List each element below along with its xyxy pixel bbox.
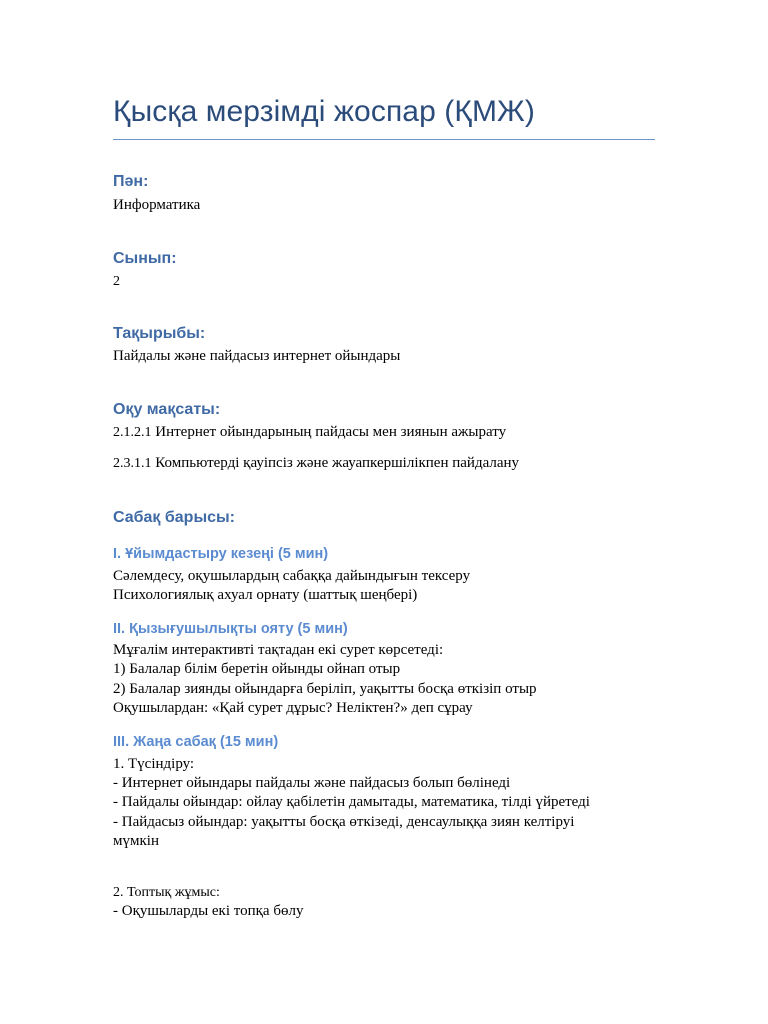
stage-2-line: Мұғалім интерактивті тақтадан екі сурет көрсетеді:: [113, 642, 444, 658]
objective-item: [113, 423, 506, 442]
objective-text: Интернет ойындарының пайдасы мен зиянын ажырату: [155, 424, 507, 440]
stage-3-line: - Пайдасыз ойындар: уақытты босқа өткізеді, денсаулыққа зиян келтіруі: [113, 814, 575, 830]
subject-value: Информатика: [113, 197, 201, 213]
stage-3-line: - Интернет ойындары пайдалы және пайдасыз болып бөлінеді: [113, 775, 511, 791]
stage-2-line: Оқушылардан: «Қай сурет дұрыс? Неліктен?» деп сұрау: [113, 700, 473, 716]
title-underline: [113, 139, 655, 140]
grade-value: 2: [113, 274, 120, 289]
objectives-heading: Оқу мақсаты:: [113, 401, 221, 418]
topic-heading: Тақырыбы:: [113, 325, 206, 342]
stage-1-title: I. Ұйымдастыру кезеңі (5 мин): [113, 546, 329, 562]
objective-text: Компьютерді қауіпсіз және жауапкершілікпен пайдалану: [155, 455, 520, 471]
subject-heading: Пән:: [113, 173, 149, 190]
stage-2-line: 2) Балалар зиянды ойындарға беріліп, уақытты босқа өткізіп отыр: [113, 681, 537, 697]
stage-1-line: Психологиялық ахуал орнату (шаттық шеңбері): [113, 587, 418, 603]
stage-3-line: мүмкін: [113, 833, 159, 849]
stage-3-title: III. Жаңа сабақ (15 мин): [113, 734, 279, 750]
document-title: Қысқа мерзімді жоспар (ҚМЖ): [113, 95, 535, 128]
objective-code: 2.1.2.1: [113, 425, 152, 440]
grade-heading: Сынып:: [113, 250, 177, 267]
stage-3-line: 2. Топтық жұмыс:: [113, 885, 220, 900]
stage-2-title: II. Қызығушылықты ояту (5 мин): [113, 621, 348, 637]
stage-3-line: 1. Түсіндіру:: [113, 756, 195, 772]
stage-1-line: Сәлемдесу, оқушылардың сабаққа дайындығын тексеру: [113, 568, 471, 584]
stage-2-line: 1) Балалар білім беретін ойынды ойнап отыр: [113, 661, 401, 677]
stage-3-line: - Оқушыларды екі топқа бөлу: [113, 903, 304, 919]
topic-value: Пайдалы және пайдасыз интернет ойындары: [113, 348, 401, 364]
lesson-heading: Сабақ барысы:: [113, 509, 235, 526]
objective-code: 2.3.1.1: [113, 456, 152, 471]
objective-item: [113, 454, 519, 473]
stage-3-line: - Пайдалы ойындар: ойлау қабілетін дамытады, математика, тілді үйретеді: [113, 794, 590, 810]
